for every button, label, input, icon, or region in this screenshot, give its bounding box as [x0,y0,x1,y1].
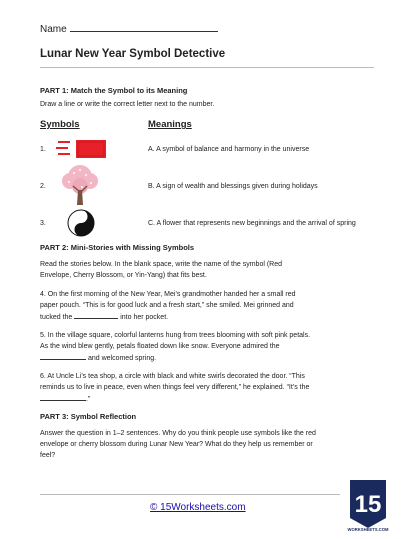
story5-line3 [40,352,156,364]
symbols-column-header: Symbols [40,119,80,130]
copyright-link[interactable]: © 15Worksheets.com [150,502,246,513]
story5-line2: As the wind blew gently, petals floated down like snow. Everyone admired the [40,343,280,350]
story4-line3 [40,311,168,323]
yin-yang-icon [66,208,96,238]
name-label: Name [40,24,67,35]
story6-answer-blank[interactable] [40,393,86,401]
cherry-blossom-tree-icon [60,164,100,206]
meaning-a: A. A symbol of balance and harmony in the universe [148,146,310,153]
story5-text-after-blank: and welcomed spring. [87,355,157,362]
name-underline[interactable] [70,22,218,32]
part3-line3: feel? [40,452,56,459]
story6-line1: 6. At Uncle Li’s tea shop, a circle with black and white swirls decorated the door. “This [40,373,305,380]
meaning-b: B. A sign of wealth and blessings given during holidays [148,183,318,190]
title-divider [40,67,374,68]
meaning-c: C. A flower that represents new beginnings and the arrival of spring [148,220,356,227]
part2-intro-line1: Read the stories below. In the blank space, write the name of the symbol (Red [40,261,283,268]
story6-text-after-blank: .” [86,396,91,403]
item-number-2: 2. [40,183,46,190]
story4-text-before-blank: tucked the [40,314,73,321]
part3-line2: envelope or cherry blossom during Lunar New Year? What do they help us remember or [40,441,313,448]
story4-text-after-blank: into her pocket. [120,314,169,321]
part1-heading: PART 1: Match the Symbol to its Meaning [40,86,188,95]
svg-text:WORKSHEETS.COM: WORKSHEETS.COM [347,527,389,532]
story5-line1: 5. In the village square, colorful lanterns hung from trees blooming with soft pink petals. [40,332,311,339]
story4-line1: 4. On the first morning of the New Year, Mei’s grandmother handed her a small red [40,291,296,298]
item-number-1: 1. [40,146,46,153]
part3-heading: PART 3: Symbol Reflection [40,412,137,421]
story6-line2: reminds us to live in peace, even when things feel very different,” he explained. “It’s the [40,384,310,391]
story4-line2: paper pouch. “This is for good luck and a fresh start,” she smiled. Mei grinned and [40,302,294,309]
page-title: Lunar New Year Symbol Detective [40,48,226,60]
meanings-column-header: Meanings [148,119,192,130]
svg-text:15: 15 [354,491,382,518]
part2-intro-line2: Envelope, Cherry Blossom, or Yin-Yang) that fits best. [40,272,207,279]
name-field[interactable] [40,22,218,35]
part2-heading: PART 2: Mini-Stories with Missing Symbols [40,243,195,252]
story4-answer-blank[interactable] [74,311,118,319]
story5-answer-blank[interactable] [40,352,86,360]
part1-instruction: Draw a line or write the correct letter next to the number. [40,101,215,108]
red-envelope-icon [56,139,112,159]
part3-line1: Answer the question in 1–2 sentences. Why do you think people use symbols like the red [40,430,316,437]
15worksheets-logo [344,478,392,532]
story6-line3 [40,393,90,405]
item-number-3: 3. [40,220,46,227]
footer-divider [40,494,340,495]
